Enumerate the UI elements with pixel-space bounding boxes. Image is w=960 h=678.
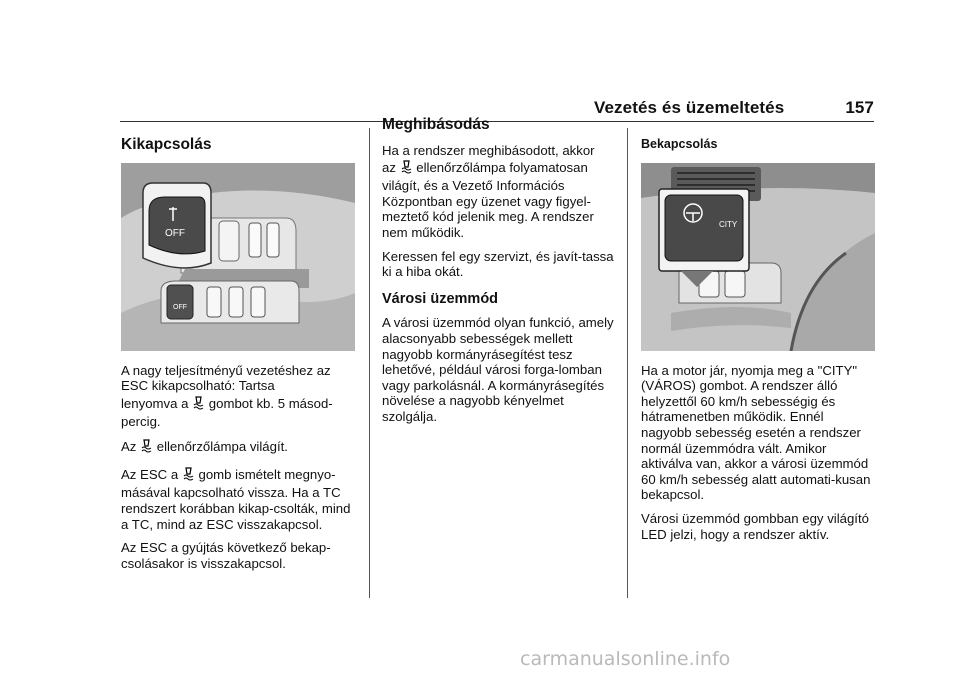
paragraph-8: Ha a motor jár, nyomja meg a "CITY" (VÁROS) gombot. A rendszer álló helyzettől 60 km/h sebességig és hátramenetben működik. Ennél nagyobb sebesség esetén a rendszer normál üzemmódra vált. Amikor aktiválva van, akkor a városi üzemmód 60 km/h sebesség alatt automati-kusan bekapcsol. [641, 362, 871, 503]
heading-kikapcsolas: Kikapcsolás [121, 136, 212, 153]
esc-button-icon [183, 467, 194, 482]
column-1 [121, 137, 357, 579]
heading-bekapcsolas: Bekapcsolás [641, 137, 718, 151]
paragraph-6: Keressen fel egy szervizt, és javít-tassa ki a hiba okát. [382, 248, 614, 280]
esc-off-warning-icon [141, 439, 152, 454]
column-3 [641, 137, 875, 550]
paragraph-5: Ha a rendszer meghibásodott, akkor az ellenőrzőlámpa folyamatosan világít, és a Vezető Információs Központban egy üzenet vagy figyel-meztető kód jelenik meg. A rendszer nem működik. [382, 142, 595, 240]
page-number: 157 [845, 98, 874, 117]
paragraph-7: A városi üzemmód olyan funkció, amely alacsonyabb sebességek mellett nagyobb kormányrásegítést tesz lehetővé, például városi forga-lomban vagy parkolásnál. A kormányrásegítés növelése a nagyobb kényelmet szolgálja. [382, 315, 614, 424]
esc-warning-icon [401, 160, 412, 175]
heading-varosi-uzemmod: Városi üzemmód [382, 290, 499, 307]
paragraph-4: Az ESC a gyújtás következő bekap-csolásakor is visszakapcsol. [121, 540, 331, 571]
column-2 [382, 116, 618, 433]
heading-meghibasodas: Meghibásodás [382, 116, 490, 133]
city-label: CITY [719, 219, 738, 229]
city-button-illustration [641, 163, 875, 351]
paragraph-1: A nagy teljesítményű vezetéshez az ESC kikapcsolható: Tartsa lenyomva a gombot kb. 5 másod- percig. [121, 362, 333, 429]
off-label: OFF [165, 227, 185, 239]
section-title: Vezetés és üzemeltetés [594, 98, 785, 117]
watermark: carmanualsonline.info [520, 648, 731, 670]
column-divider-1 [369, 128, 370, 598]
paragraph-2: Az ellenőrzőlámpa világít. [121, 439, 288, 455]
small-off-label: OFF [173, 303, 187, 311]
paragraph-9: Városi üzemmód gombban egy világító LED jelzi, hogy a rendszer aktív. [641, 510, 869, 542]
esc-off-icon [193, 396, 204, 411]
esc-button-illustration [121, 163, 355, 351]
column-divider-2 [627, 128, 628, 598]
page-header [594, 98, 874, 118]
paragraph-3: Az ESC a gomb ismételt megnyo- másával kapcsolható vissza. Ha a TC rendszert korábban kikap-csolták, mind a TC, mind az ESC visszakapcsol. [121, 467, 351, 532]
